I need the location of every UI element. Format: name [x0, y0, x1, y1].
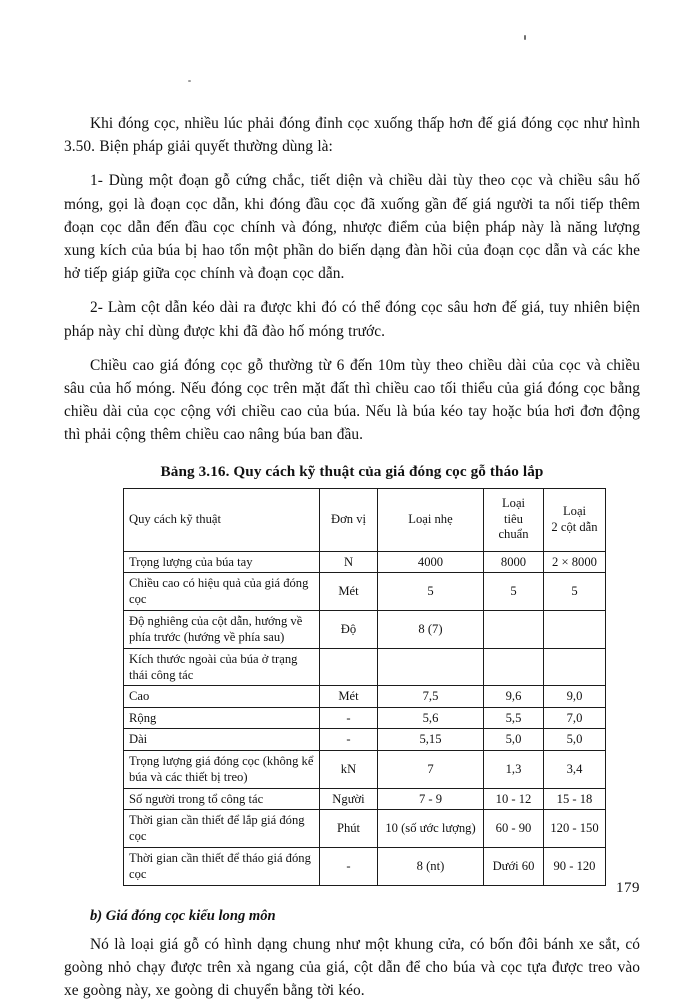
cell-loai-nhe: 7: [378, 750, 484, 788]
cell-unit: Người: [320, 788, 378, 809]
header-loai-tieu-chuan: [484, 488, 544, 551]
cell-unit: Mét: [320, 686, 378, 707]
cell-unit: Mét: [320, 573, 378, 611]
spec-table-body: [124, 551, 606, 885]
cell-loai-tieu-chuan: 5,0: [484, 729, 544, 750]
header-two-line2: 2 cột dẫn: [551, 519, 598, 534]
cell-loai-tieu-chuan: [484, 610, 544, 648]
cell-loai-nhe: 5,6: [378, 707, 484, 728]
cell-spec-name: Dài: [124, 729, 320, 750]
cell-unit: kN: [320, 750, 378, 788]
paragraph-height-note: Chiều cao giá đóng cọc gỗ thường từ 6 đến 10m tùy theo chiều dài của cọc và chiều sâu của hố móng. Nếu đóng cọc trên mặt đất thì chiều cao tối thiểu của giá đóng cọc bằng chiều dài của cọc cộng với chiều cao của búa. Nếu là búa kéo tay hoặc búa hơi đơn động thì phải cộng thêm chiều cao nâng búa ban đầu.: [64, 356, 640, 444]
cell-spec-name: Chiều cao có hiệu quả của giá đóng cọc: [124, 573, 320, 611]
cell-loai-2-cot-dan: 120 - 150: [544, 809, 606, 847]
cell-loai-2-cot-dan: 7,0: [544, 707, 606, 728]
table-row: [124, 788, 606, 809]
cell-loai-2-cot-dan: 2 × 8000: [544, 551, 606, 572]
paragraph-item-2: 2- Làm cột dẫn kéo dài ra được khi đó có thể đóng cọc sâu hơn đế giá, tuy nhiên biện pháp này chỉ dùng được khi đã đào hố móng trước.: [64, 299, 640, 340]
cell-unit: -: [320, 729, 378, 750]
cell-loai-tieu-chuan: 5,5: [484, 707, 544, 728]
cell-unit: -: [320, 847, 378, 885]
page-content: [64, 112, 640, 1005]
cell-loai-nhe: 10 (số ước lượng): [378, 809, 484, 847]
cell-loai-nhe: 5: [378, 573, 484, 611]
cell-loai-tieu-chuan: Dưới 60: [484, 847, 544, 885]
cell-loai-nhe: 8 (nt): [378, 847, 484, 885]
cell-spec-name: Kích thước ngoài của búa ở trạng thái công tác: [124, 648, 320, 686]
cell-loai-tieu-chuan: 60 - 90: [484, 809, 544, 847]
section-b-paragraph: Nó là loại giá gỗ có hình dạng chung như một khung cửa, có bốn đôi bánh xe sắt, có goòng nhỏ chạy được trên xà ngang của giá, cột dẫn để cho búa và cọc tựa được treo vào xe goòng này, xe goòng di chuyển bằng tời kéo.: [64, 935, 640, 999]
cell-loai-2-cot-dan: 90 - 120: [544, 847, 606, 885]
header-quy-cach: Quy cách kỹ thuật: [124, 488, 320, 551]
cell-spec-name: Độ nghiêng của cột dẫn, hướng về phía trước (hướng về phía sau): [124, 610, 320, 648]
header-don-vi: Đơn vị: [320, 488, 378, 551]
cell-spec-name: Trọng lượng giá đóng cọc (không kể búa và các thiết bị treo): [124, 750, 320, 788]
cell-spec-name: Cao: [124, 686, 320, 707]
cell-unit: N: [320, 551, 378, 572]
header-two-line1: Loại: [562, 504, 587, 519]
cell-loai-2-cot-dan: [544, 610, 606, 648]
cell-loai-nhe: 5,15: [378, 729, 484, 750]
cell-unit: Độ: [320, 610, 378, 648]
cell-loai-tieu-chuan: 1,3: [484, 750, 544, 788]
header-std-line2: tiêu: [504, 511, 523, 526]
cell-loai-nhe: 7,5: [378, 686, 484, 707]
cell-loai-nhe: 7 - 9: [378, 788, 484, 809]
spec-table-wrapper: [123, 488, 605, 886]
scan-speck: [524, 35, 526, 40]
page-number: 179: [616, 880, 640, 896]
cell-loai-tieu-chuan: 5: [484, 573, 544, 611]
cell-unit: [320, 648, 378, 686]
paragraph-item-1: 1- Dùng một đoạn gỗ cứng chắc, tiết diện và chiều dài tùy theo cọc và chiều sâu hố móng, gọi là đoạn cọc dẫn, khi đóng đầu cọc đã xuống gần đế giá người ta nối tiếp thêm đoạn cọc dẫn đến đầu cọc chính và đóng, nhược điểm của biện pháp này là năng lượng xung kích của búa bị hao tổn một phần do biến dạng đàn hồi của đoạn cọc dẫn và các khe hở tiếp giáp giữa cọc chính và đoạn cọc dẫn.: [64, 172, 640, 283]
table-header-row: [124, 488, 606, 551]
table-row: [124, 809, 606, 847]
table-row: [124, 573, 606, 611]
cell-loai-2-cot-dan: 9,0: [544, 686, 606, 707]
cell-loai-2-cot-dan: 15 - 18: [544, 788, 606, 809]
cell-unit: -: [320, 707, 378, 728]
table-row: [124, 551, 606, 572]
cell-loai-2-cot-dan: [544, 648, 606, 686]
table-row: [124, 750, 606, 788]
cell-unit: Phút: [320, 809, 378, 847]
paragraph-intro: Khi đóng cọc, nhiều lúc phải đóng đỉnh cọc xuống thấp hơn đế giá đóng cọc như hình 3.50. Biện pháp giải quyết thường dùng là:: [64, 115, 640, 156]
header-std-line1: Loại: [501, 496, 526, 511]
cell-loai-tieu-chuan: [484, 648, 544, 686]
cell-loai-2-cot-dan: 3,4: [544, 750, 606, 788]
table-row: [124, 847, 606, 885]
header-loai-nhe: Loại nhẹ: [378, 488, 484, 551]
scan-speck: [188, 80, 191, 82]
cell-loai-tieu-chuan: 8000: [484, 551, 544, 572]
header-loai-2-cot-dan: [544, 488, 606, 551]
cell-loai-nhe: [378, 648, 484, 686]
cell-spec-name: Trọng lượng của búa tay: [124, 551, 320, 572]
cell-spec-name: Thời gian cần thiết để tháo giá đóng cọc: [124, 847, 320, 885]
cell-spec-name: Thời gian cần thiết để lắp giá đóng cọc: [124, 809, 320, 847]
table-row: [124, 707, 606, 728]
cell-loai-nhe: 8 (7): [378, 610, 484, 648]
cell-loai-2-cot-dan: 5: [544, 573, 606, 611]
header-std-line3: chuẩn: [498, 527, 529, 542]
spec-table: [123, 488, 606, 886]
cell-loai-2-cot-dan: 5,0: [544, 729, 606, 750]
table-row: [124, 648, 606, 686]
table-row: [124, 729, 606, 750]
cell-spec-name: Rộng: [124, 707, 320, 728]
table-row: [124, 686, 606, 707]
cell-loai-tieu-chuan: 10 - 12: [484, 788, 544, 809]
section-b-heading: b) Giá đóng cọc kiểu long môn: [90, 907, 276, 924]
table-row: [124, 610, 606, 648]
table-caption: Bảng 3.16. Quy cách kỹ thuật của giá đóng cọc gỗ tháo lắp: [160, 462, 544, 480]
cell-spec-name: Số người trong tổ công tác: [124, 788, 320, 809]
cell-loai-nhe: 4000: [378, 551, 484, 572]
cell-loai-tieu-chuan: 9,6: [484, 686, 544, 707]
